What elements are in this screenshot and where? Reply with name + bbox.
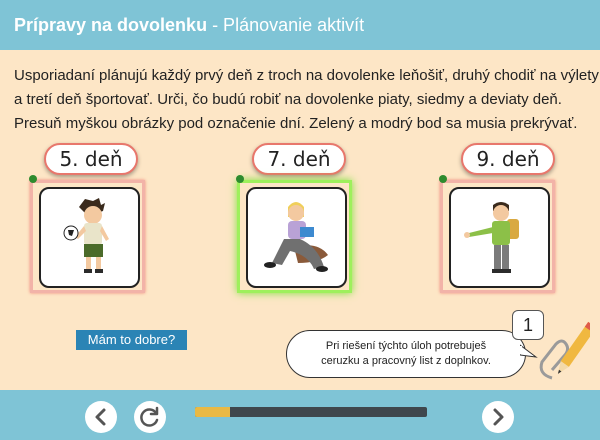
progress-bar (195, 407, 427, 417)
green-anchor-dot (439, 175, 447, 183)
page-title (14, 15, 364, 36)
progress-fill (195, 407, 230, 417)
green-anchor-dot (29, 175, 37, 183)
header-bar (0, 0, 600, 50)
title-sub: - Plánovanie aktivít (207, 15, 365, 35)
tip-line: ceruzku a pracovný list z doplnkov. (321, 355, 491, 367)
check-answer-button[interactable]: Mám to dobre? (76, 330, 187, 350)
image-card-girl-reading[interactable] (237, 180, 352, 293)
reload-icon (134, 401, 166, 433)
image-card-hiker[interactable] (440, 180, 555, 293)
day-label-7: 7. deň (252, 143, 346, 175)
green-anchor-dot (236, 175, 244, 183)
tip-line: Pri riešení týchto úloh potrebuješ (325, 340, 487, 352)
card-image-frame (246, 187, 347, 288)
page-number-badge: 1 (512, 310, 544, 340)
image-card-boy-ball[interactable] (30, 180, 145, 293)
card-image-frame (449, 187, 550, 288)
title-main: Prípravy na dovolenku (14, 15, 208, 35)
day-label-9: 9. deň (461, 143, 555, 175)
hiker-pointing-image (451, 189, 548, 286)
tip-text (287, 339, 525, 369)
girl-reading-image (248, 189, 345, 286)
card-image-frame (39, 187, 140, 288)
prev-button[interactable] (85, 401, 117, 433)
next-button[interactable] (482, 401, 514, 433)
instructions (14, 64, 599, 136)
instruction-line: a tretí deň športovať. Urči, čo budú robiť na dovolenke piaty, siedmy a deviaty deň. (14, 91, 562, 108)
chevron-left-icon (85, 401, 117, 433)
instruction-line: Presuň myškou obrázky pod označenie dní. Zelený a modrý bod sa musia prekrývať. (14, 115, 578, 132)
boy-with-ball-image (41, 189, 138, 286)
reload-button[interactable] (134, 401, 166, 433)
tip-bubble (286, 330, 526, 378)
instruction-line: Usporiadaní plánujú každý prvý deň z troch na dovolenke leňošiť, druhý chodiť na výlety (14, 67, 599, 84)
pencil-paperclip-icon[interactable] (528, 314, 590, 384)
day-label-5: 5. deň (44, 143, 138, 175)
chevron-right-icon (482, 401, 514, 433)
